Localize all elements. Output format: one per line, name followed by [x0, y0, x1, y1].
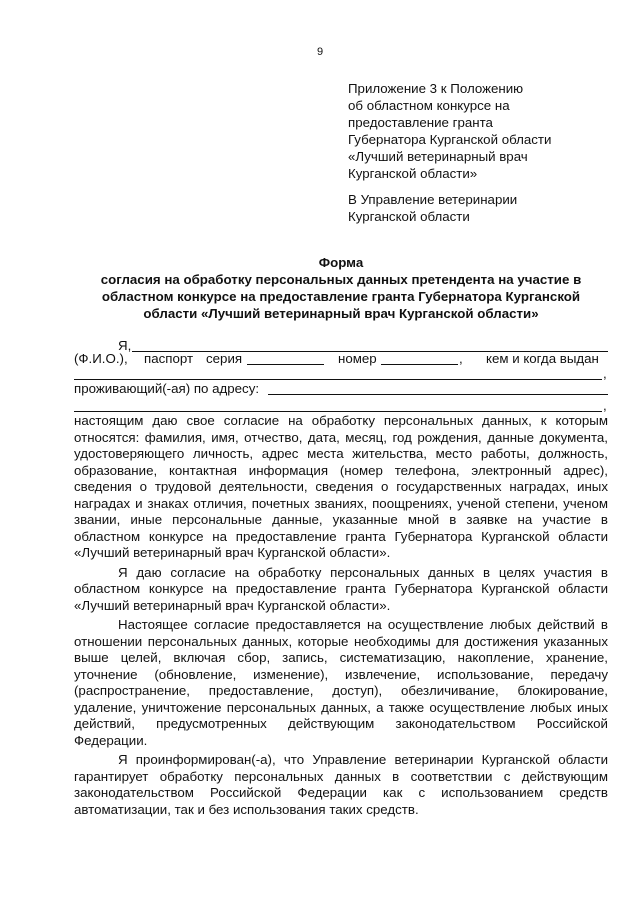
residing-label: проживающий(-ая) по адресу:: [74, 381, 260, 396]
issued-blank-line[interactable]: [74, 379, 602, 380]
addressee-line: Курганской области: [348, 209, 470, 224]
passport-label: паспорт: [144, 351, 194, 366]
comma-mark: ,: [603, 398, 607, 413]
addressee-line: В Управление ветеринарии: [348, 192, 518, 207]
form-subtitle-line: области «Лучший ветеринарный врач Курганской области»: [143, 306, 539, 321]
annex-reference: [348, 80, 623, 182]
comma-mark: ,: [459, 351, 463, 366]
annex-line: Губернатора Курганской области: [348, 132, 552, 147]
consent-paragraph: настоящим даю свое согласие на обработку персональных данных, к которым относятся: фамилия, имя, отчество, дата, месяц, год рождения, данные документа, удостоверяющего личность, адрес места жительства, место работы, должность, образование, контактная информация (номер телефона, электронный адрес), сведения о трудовой деятельности, сведения о государственных наградах, иных наградах и знаках отличия, почетных званиях, поощрениях, ученой степени, ученом звании, иные персональные данные, указанные мной в заявке на участие в областном конкурсе на предоставление гранта Губернатора Курганской области «Лучший ветеринарный врач Курганской области».: [74, 413, 608, 560]
annex-line: предоставление гранта: [348, 115, 493, 130]
annex-line: «Лучший ветеринарный врач: [348, 149, 528, 164]
annex-line: Курганской области»: [348, 166, 478, 181]
number-blank-line[interactable]: [381, 364, 458, 365]
issued-label: кем и когда выдан: [486, 351, 599, 366]
page-number: 9: [316, 46, 324, 58]
form-title: Форма: [318, 255, 364, 270]
address-continuation-line[interactable]: [74, 411, 602, 412]
consent-paragraph: Настоящее согласие предоставляется на осуществление любых действий в отношении персональных данных, которые необходимы для достижения указанных выше целей, включая сбор, запись, систематизацию, накопление, хранение, уточнение (обновление, изменение), извлечение, использование, передачу (распространение, предоставление, доступ), обезличивание, блокирование, удаление, уничтожение персональных данных, а также осуществление любых иных действий, предусмотренных действующим законодательством Российской Федерации.: [74, 617, 608, 748]
address-blank-line[interactable]: [268, 394, 608, 395]
issued-continuation-row: [74, 366, 608, 382]
fio-label: (Ф.И.О.),: [74, 351, 128, 366]
annex-line: об областном конкурсе на: [348, 98, 510, 113]
form-subtitle-line: согласия на обработку персональных данных претендента на участие в: [100, 272, 582, 287]
annex-line: Приложение 3 к Положению: [348, 81, 524, 96]
passport-row: [74, 351, 608, 367]
series-blank-line[interactable]: [247, 364, 324, 365]
comma-mark: ,: [603, 366, 607, 381]
address-continuation-row: [74, 398, 608, 414]
series-label: серия: [206, 351, 243, 366]
address-row: [74, 381, 608, 397]
addressee: [348, 191, 623, 225]
consent-paragraph: Я проинформирован(-а), что Управление ветеринарии Курганской области гарантирует обработку персональных данных в соответствии с действующим законодательством Российской Федерации как с использованием средств автоматизации, так и без использования таких средств.: [74, 752, 608, 817]
form-heading: [74, 254, 608, 322]
consent-body: [74, 413, 608, 821]
form-subtitle-line: областном конкурсе на предоставление гранта Губернатора Курганской: [101, 289, 581, 304]
ya-label: Я,: [118, 338, 132, 353]
number-label: номер: [338, 351, 377, 366]
consent-paragraph: Я даю согласие на обработку персональных данных в целях участия в областном конкурсе на предоставление гранта Губернатора Курганской области «Лучший ветеринарный врач Курганской области».: [74, 564, 608, 613]
